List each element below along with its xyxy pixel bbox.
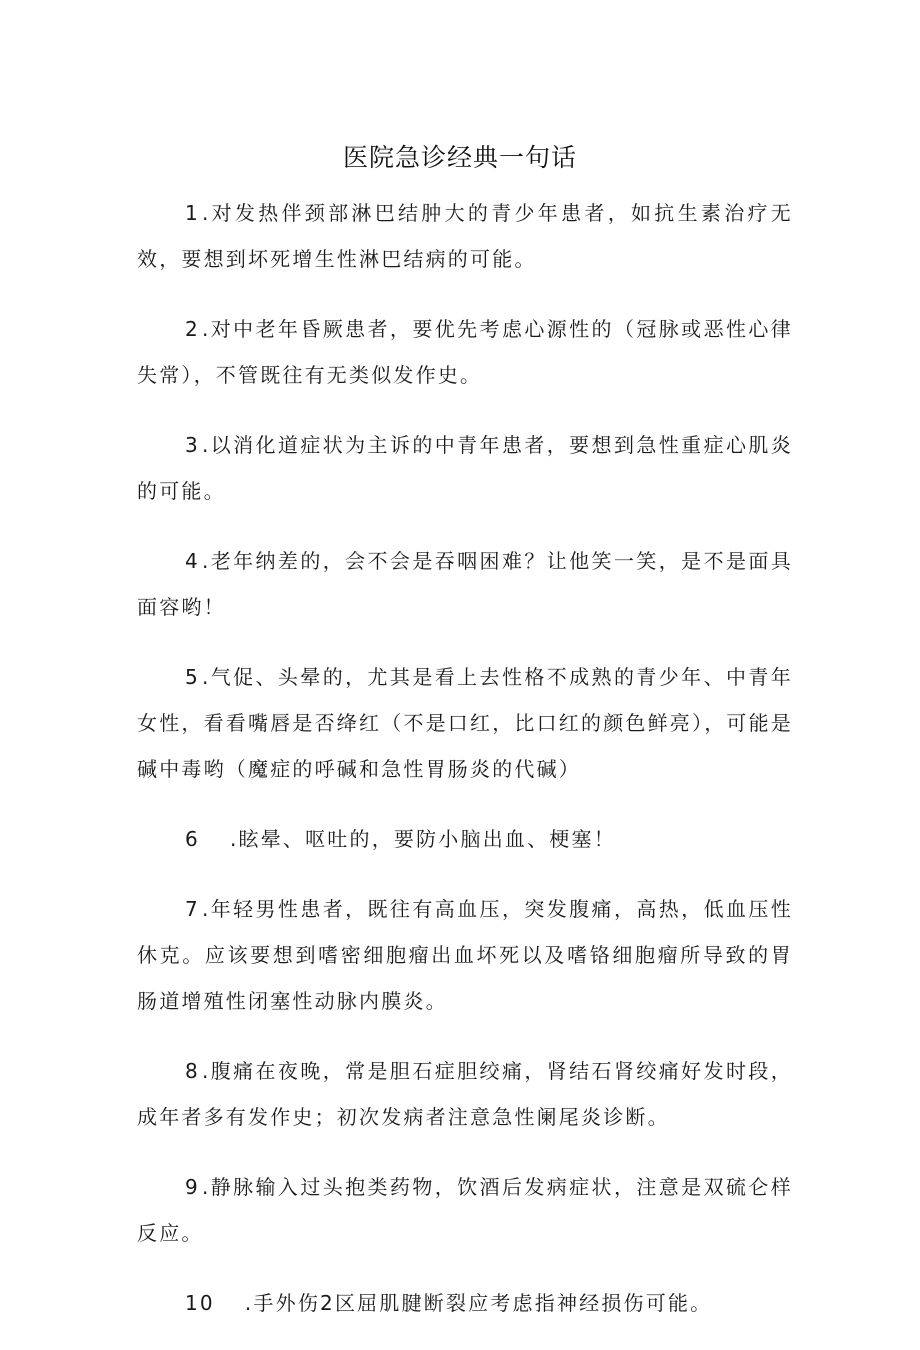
item-list: [137, 190, 793, 1350]
item-text: .年轻男性患者，既往有高血压，突发腹痛，高热，低血压性休克。应该要想到嗜密细胞瘤出血坏死以及嗜铬细胞瘤所导致的胃肠道增殖性闭塞性动脉内膜炎。: [137, 897, 793, 1013]
item-text: .眩晕、呕吐的，要防小脑出血、梗塞！: [229, 827, 616, 851]
list-item: [137, 422, 793, 514]
item-number: 1: [185, 201, 200, 225]
item-text: .对发热伴颈部淋巴结肿大的青少年患者，如抗生素治疗无效，要想到坏死增生性淋巴结病的可能。: [137, 201, 793, 271]
item-text: .老年纳差的，会不会是吞咽困难？让他笑一笑，是不是面具面容哟！: [137, 549, 793, 619]
list-item: [137, 816, 793, 862]
list-item: [137, 1280, 793, 1326]
list-item: [137, 306, 793, 398]
item-number: 5: [185, 665, 200, 689]
list-item: [137, 1048, 793, 1140]
list-item: [137, 654, 793, 792]
item-text: .腹痛在夜晚，常是胆石症胆绞痛，肾结石肾绞痛好发时段，成年者多有发作史；初次发病者注意急性阑尾炎诊断。: [137, 1059, 793, 1129]
item-number: 3: [185, 433, 200, 457]
item-text: .气促、头晕的，尤其是看上去性格不成熟的青少年、中青年女性，看看嘴唇是否绛红（不是口红，比口红的颜色鲜亮），可能是碱中毒哟（魔症的呼碱和急性胃肠炎的代碱）: [137, 665, 793, 781]
item-text: .手外伤2区屈肌腱断裂应考虑指神经损伤可能。: [244, 1291, 713, 1315]
item-text: .以消化道症状为主诉的中青年患者，要想到急性重症心肌炎的可能。: [137, 433, 793, 503]
list-item: [137, 1164, 793, 1256]
item-number: 7: [185, 897, 200, 921]
list-item: [137, 886, 793, 1024]
item-text: .对中老年昏厥患者，要优先考虑心源性的（冠脉或恶性心律失常），不管既往有无类似发作史。: [137, 317, 793, 387]
item-number: 2: [185, 317, 200, 341]
item-number: 6: [185, 827, 200, 851]
item-number: 8: [185, 1059, 200, 1083]
document-title: 医院急诊经典一句话: [342, 143, 577, 172]
list-item: [137, 538, 793, 630]
list-item: [137, 190, 793, 282]
item-number: 4: [185, 549, 200, 573]
item-text: .静脉输入过头抱类药物，饮酒后发病症状，注意是双硫仑样反应。: [137, 1175, 793, 1245]
item-number: 10: [185, 1291, 215, 1315]
item-number: 9: [185, 1175, 200, 1199]
